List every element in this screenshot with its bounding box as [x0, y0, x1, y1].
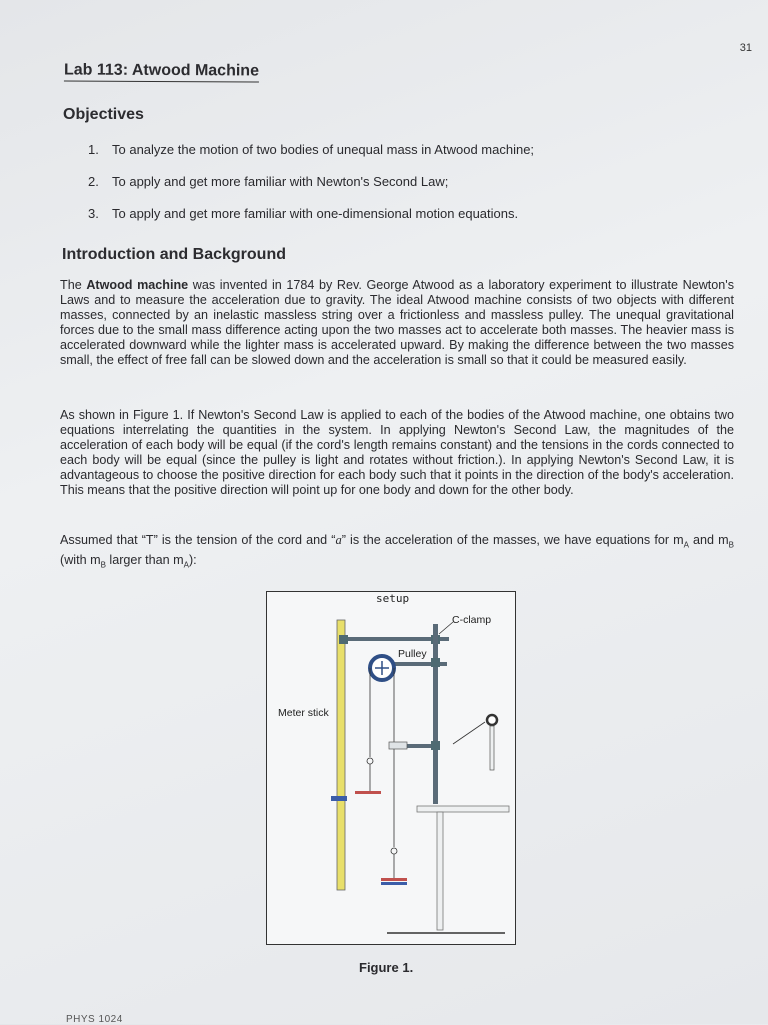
objective-text: To apply and get more familiar with one-dimensional motion equations. — [112, 206, 519, 221]
p3-sub-b: B — [728, 540, 734, 550]
p3-accel-symbol: a — [335, 533, 342, 547]
objective-text: To apply and get more familiar with Newton's Second Law; — [112, 174, 449, 189]
p3-text-b: ” is the acceleration of the masses, we have equations for m — [341, 533, 684, 547]
meter-stick-label: Meter stick — [278, 707, 329, 719]
figure-caption: Figure 1. — [359, 960, 414, 975]
meter-stick — [337, 620, 345, 890]
p3-text-c: and m — [688, 533, 729, 547]
table-leg — [437, 812, 443, 930]
objective-number: 3. — [88, 206, 99, 221]
atwood-diagram — [267, 592, 515, 944]
intro-paragraph-3 — [60, 533, 734, 572]
clamp-knob-icon — [487, 715, 497, 725]
mass-b — [381, 878, 407, 881]
mass-a — [355, 791, 381, 794]
meter-marker — [331, 796, 347, 801]
p1-prefix: The — [60, 278, 87, 292]
objective-item — [88, 142, 534, 157]
p1-bold-term: Atwood machine — [86, 278, 189, 292]
p3-text-e: larger than m — [105, 552, 184, 567]
objective-number: 2. — [88, 174, 99, 189]
p3-text-f: ): — [188, 552, 197, 567]
footer-course: PHYS 1024 — [66, 1014, 123, 1025]
objectives-heading: Objectives — [63, 106, 144, 123]
p3-text-d: (with m — [60, 552, 101, 567]
p3-text-a: Assumed that “T” is the tension of the cord and “ — [60, 533, 336, 547]
intro-paragraph-2: As shown in Figure 1. If Newton's Second Law is applied to each of the bodies of the Atwood machine, one obtains two equations interrelating the quantities in the system. In applying Newton's Second Law, the magnitudes of the acceleration of each body will be equal (if the cord's length remains constant) and the tensions in the cords connected to each body will be equal (since the pulley is light and rotates without friction.). In applying Newton's Second Law, it is advantageous to choose the positive direction for each body such that it points in the direction of the body's acceleration. This means that the positive direction will point up for one body and down for the other body. — [60, 408, 734, 497]
vertical-stand — [433, 624, 438, 804]
p1-text: was invented in 1784 by Rev. George Atwood as a laboratory experiment to illustrate Newton's Laws and to measure the acceleration due to gravity. The ideal Atwood machine consists of two objects with different masses, connected by an inelastic massless string over a frictionless and massless pulley. The unequal gravitational forces due to the small mass difference acting upon the two masses act to accelerate both masses. The heavier mass is accelerated downward while the lighter mass is accelerated upward. By making the difference between the two masses small, the effect of free fall can be slowed down and the acceleration is small so that it could be measured easily. — [60, 278, 734, 367]
intro-heading: Introduction and Background — [62, 246, 286, 263]
rod-clamp-left — [339, 635, 348, 644]
mass-b-base — [381, 882, 407, 885]
p3-sub-b2: B — [100, 560, 106, 570]
objective-item — [88, 174, 448, 189]
c-clamp-label: C-clamp — [452, 614, 492, 626]
p3-sub-a: A — [683, 540, 689, 550]
arm-clamp — [431, 658, 440, 667]
intro-paragraph-1 — [60, 278, 734, 368]
pulley-label: Pulley — [398, 648, 427, 660]
figure-setup — [266, 591, 516, 945]
page-number: 31 — [739, 42, 752, 54]
objective-item — [88, 206, 518, 221]
p3-sub-a2: A — [183, 560, 189, 570]
figure-setup-label: setup — [376, 592, 410, 605]
table-top — [417, 806, 509, 812]
objective-text: To analyze the motion of two bodies of unequal mass in Atwood machine; — [112, 142, 535, 157]
lab-title: Lab 113: Atwood Machine — [64, 61, 259, 82]
objective-number: 1. — [88, 142, 99, 157]
